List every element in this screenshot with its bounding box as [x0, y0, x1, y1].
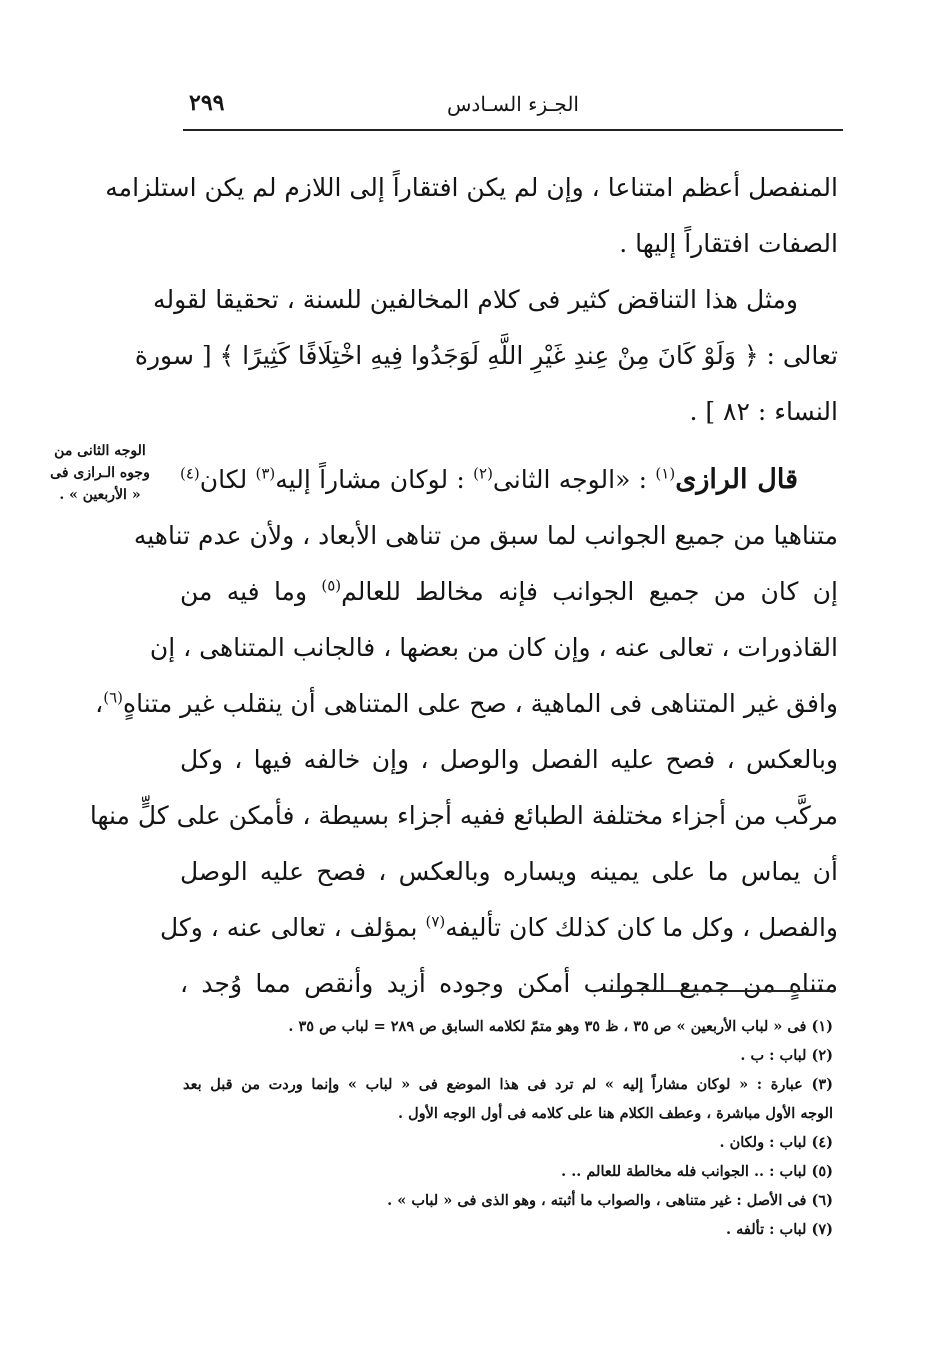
header-rule — [183, 129, 843, 131]
footnote-ref: (٣) — [255, 464, 276, 483]
running-head: الجـزء السـادس — [447, 92, 579, 116]
text-span: لكان — [199, 465, 256, 494]
text-span: بمؤلف ، تعالى عنه ، وكل — [159, 913, 426, 942]
footnote: (٤) لباب : ولكان . — [719, 1134, 833, 1151]
footnote: (٢) لباب : ب . — [740, 1047, 833, 1064]
text-line: وبالعكس ، فصح عليه الفصل والوصل ، وإن خالفه فيها ، وكل — [180, 745, 838, 774]
margin-note-line: الوجه الثانى من — [54, 443, 146, 459]
text-line — [180, 452, 838, 508]
footnotes — [183, 1012, 833, 1244]
margin-note-line: « الأربعين » . — [59, 487, 141, 503]
text-line: أن يماس ما على يمينه ويساره وبالعكس ، فصح عليه الوصل — [180, 857, 838, 886]
text-line: متناهٍ من جميع الجوانب أمكن وجوده أزيد وأنقص مما وُجد ، — [180, 969, 838, 998]
text-span: : لوكان مشاراً إليه — [275, 465, 474, 494]
footnote-ref: (٧) — [425, 912, 446, 931]
footnote-ref: (١) — [655, 464, 676, 483]
text-span: إن كان من جميع الجوانب فإنه مخالط للعالم — [341, 577, 838, 606]
footnote-ref: (٥) — [321, 576, 342, 595]
text-line — [95, 676, 838, 732]
paragraph-gap — [180, 440, 838, 452]
footnote: (١) فى « لباب الأربعين » ص ٣٥ ، ظ ٣٥ وهو متمّ لكلامه السابق ص ٢٨٩ = لباب ص ٣٥ . — [288, 1018, 833, 1035]
text-line: مركَّب من أجزاء مختلفة الطبائع ففيه أجزاء بسيطة ، فأمكن على كلٍّ منها — [89, 801, 838, 830]
footnote: (٦) فى الأصل : غير متناهى ، والصواب ما أثبته ، وهو الذى فى « لباب » . — [387, 1192, 833, 1209]
page-number: ٢٩٩ — [189, 90, 225, 116]
footnote-continuation: الوجه الأول مباشرة ، وعطف الكلام هنا على كلامه فى أول الوجه الأول . — [398, 1105, 833, 1122]
footnote-ref: (٢) — [473, 464, 493, 483]
text-span: والفصل ، وكل ما كان كذلك كان تأليفه — [445, 913, 838, 942]
margin-note-line: وجوه الـرازى فى — [50, 465, 150, 481]
text-span: وما فيه من — [180, 577, 322, 606]
text-line: ومثل هذا التناقض كثير فى كلام المخالفين للسنة ، تحقيقا لقوله — [153, 285, 798, 314]
text-line: النساء : ٨٢ ] . — [689, 397, 838, 426]
margin-note — [26, 440, 174, 506]
speaker-label: قال الرازى — [675, 464, 798, 495]
footnote: (٥) لباب : .. الجوانب فله مخالطة للعالم .. . — [561, 1163, 833, 1180]
text-line: الصفات افتقاراً إليها . — [619, 229, 838, 258]
footnote: (٣) عبارة : « لوكان مشاراً إليه » لم ترد فى هذا الموضع فى « لباب » وإنما وردت من قبل بعد — [183, 1076, 833, 1093]
text-line — [180, 564, 838, 620]
page-header — [183, 90, 843, 120]
footnote-rule — [603, 990, 835, 992]
text-line: القاذورات ، تعالى عنه ، وإن كان من بعضها ، فالجانب المتناهى ، إن — [149, 633, 838, 662]
text-line — [159, 900, 838, 956]
footnote-ref: (٤) — [180, 464, 200, 483]
text-line: المنفصل أعظم امتناعا ، وإن لم يكن افتقاراً إلى اللازم لم يكن استلزامه — [105, 173, 838, 202]
text-span: وافق غير المتناهى فى الماهية ، صح على المتناهى أن ينقلب غير متناهٍ — [123, 689, 838, 718]
text-span: : «الوجه الثانى — [492, 465, 656, 494]
text-line: متناهيا من جميع الجوانب لما سبق من تناهى الأبعاد ، ولأن عدم تناهيه — [133, 521, 838, 550]
quran-verse-line: تعالى : ﴿ وَلَوْ كَانَ مِنْ عِندِ غَيْرِ اللَّهِ لَوَجَدُوا فِيهِ اخْتِلَافًا كَثِيرًا ﴾ [ سورة — [134, 341, 838, 370]
text-span: ، — [95, 689, 104, 718]
footnote: (٧) لباب : تألفه . — [726, 1221, 833, 1238]
footnote-ref: (٦) — [103, 688, 124, 707]
